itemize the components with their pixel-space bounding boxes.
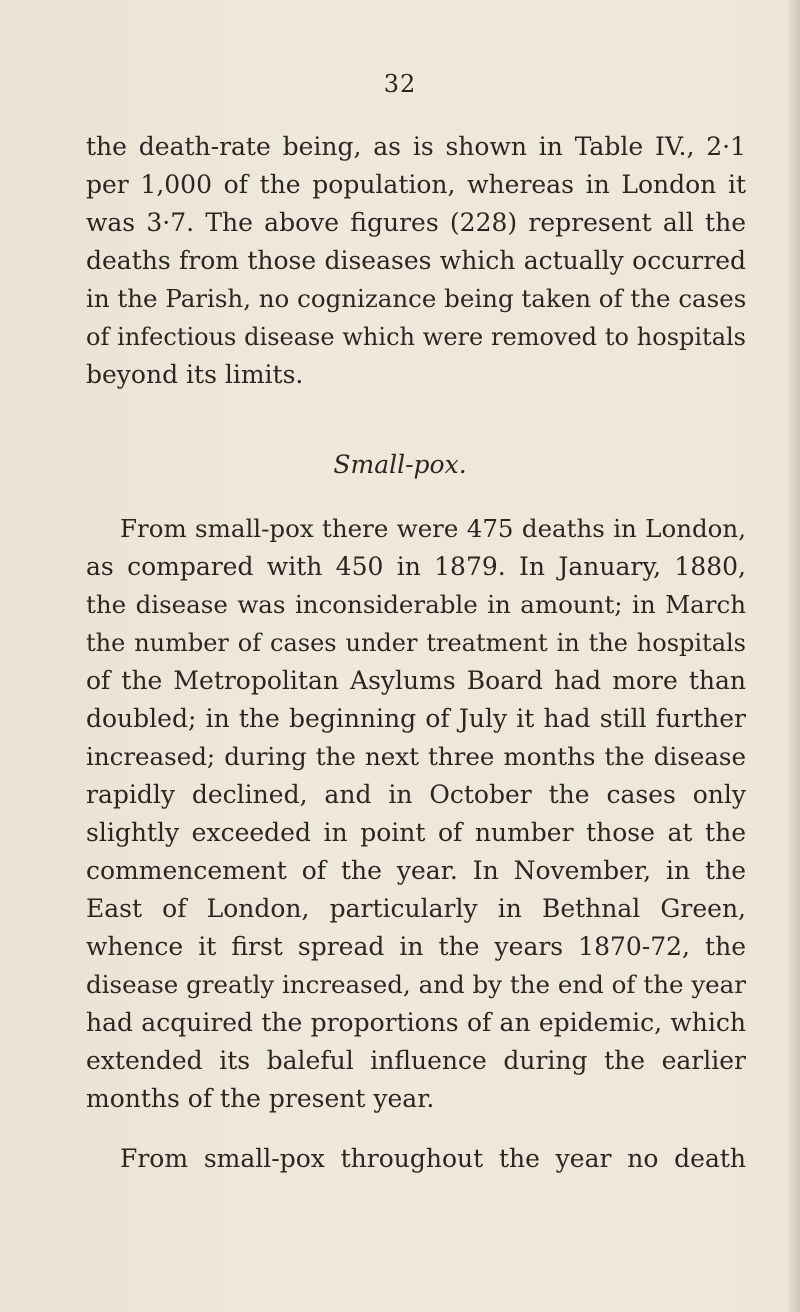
paragraph-death-rate	[86, 128, 746, 394]
section-heading-small-pox: Small-pox.	[333, 450, 467, 479]
page-number: 32	[383, 70, 417, 98]
text-line: commencement of the year. In November, in the	[86, 856, 746, 885]
text-line: the disease was inconsiderable in amount; in March	[86, 590, 746, 619]
text-line: rapidly declined, and in October the cases only	[86, 780, 746, 809]
text-line: whence it first spread in the years 1870-72, the	[86, 932, 746, 961]
text-line: months of the present year.	[86, 1084, 435, 1113]
text-line: deaths from those diseases which actually occurred	[86, 246, 746, 275]
text-line: of infectious disease which were removed to hospitals	[86, 323, 746, 351]
text-line: of the Metropolitan Asylums Board had more than	[86, 666, 746, 695]
page-edge-shadow	[786, 0, 800, 1312]
text-line: From small-pox there were 475 deaths in London,	[120, 514, 746, 543]
text-line: was 3·7. The above figures (228) represent all the	[86, 208, 746, 237]
text-line: From small-pox throughout the year no death	[120, 1144, 746, 1173]
text-line: increased; during the next three months the disease	[86, 742, 746, 771]
text-line: the number of cases under treatment in the hospitals	[86, 629, 746, 657]
text-line: extended its baleful influence during the earlier	[86, 1046, 746, 1075]
text-line: doubled; in the beginning of July it had still further	[86, 704, 746, 733]
text-line: the death-rate being, as is shown in Table IV., 2·1	[86, 132, 746, 161]
paragraph-throughout-year	[86, 1140, 746, 1178]
text-line: per 1,000 of the population, whereas in London it	[86, 170, 746, 199]
paragraph-small-pox	[86, 510, 746, 1118]
text-line: slightly exceeded in point of number those at the	[86, 818, 746, 847]
text-line: disease greatly increased, and by the end of the year	[86, 970, 746, 999]
text-line: had acquired the proportions of an epidemic, which	[86, 1008, 746, 1037]
text-line: beyond its limits.	[86, 360, 304, 389]
text-line: in the Parish, no cognizance being taken of the cases	[86, 284, 747, 313]
text-line: East of London, particularly in Bethnal Green,	[86, 894, 746, 923]
text-line: as compared with 450 in 1879. In January, 1880,	[86, 552, 746, 581]
